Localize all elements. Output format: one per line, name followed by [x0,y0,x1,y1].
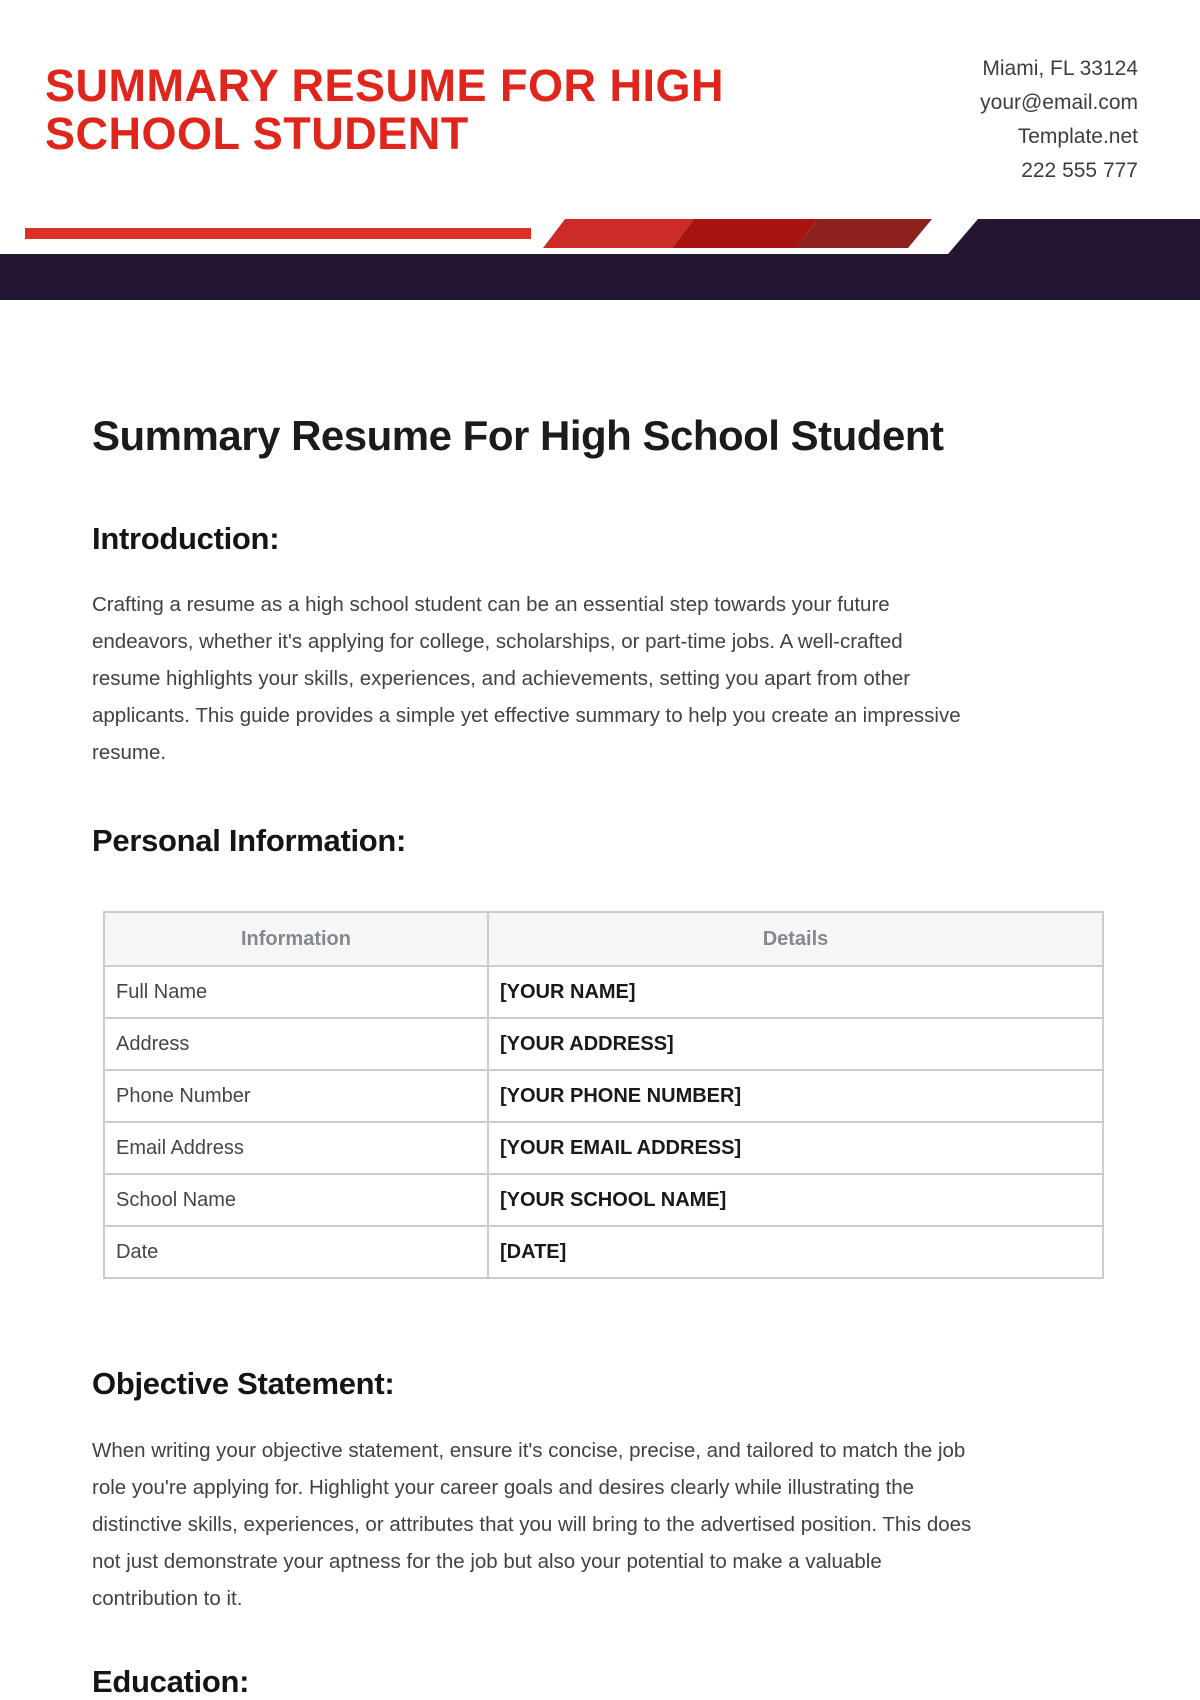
table-header-row [104,912,1103,966]
table-row [104,1226,1103,1278]
row-value: [YOUR NAME] [488,966,1103,1018]
personal-information-table-body [104,966,1103,1278]
table-row [104,1070,1103,1122]
row-value: [YOUR EMAIL ADDRESS] [488,1122,1103,1174]
template-header-title [45,62,724,158]
row-label: Phone Number [104,1070,488,1122]
row-label: Address [104,1018,488,1070]
ribbon-segment-light-red [543,219,694,248]
ribbon-segment-dark-red [796,219,932,248]
objective-statement-heading: Objective Statement: [92,1366,395,1401]
personal-information-table [103,911,1104,1279]
column-header-information: Information [104,912,488,966]
contact-website: Template.net [1017,125,1138,148]
personal-information-table-head [104,912,1103,966]
introduction-heading: Introduction: [92,521,280,556]
education-heading: Education: [92,1664,250,1699]
row-label: School Name [104,1174,488,1226]
contact-phone: 222 555 777 [1021,159,1138,182]
row-value: [YOUR ADDRESS] [488,1018,1103,1070]
row-label: Full Name [104,966,488,1018]
document-title: Summary Resume For High School Student [92,412,944,459]
row-label: Email Address [104,1122,488,1174]
table-row [104,1018,1103,1070]
row-value: [YOUR SCHOOL NAME] [488,1174,1103,1226]
row-value: [DATE] [488,1226,1103,1278]
objective-statement-paragraph: When writing your objective statement, ensure it's concise, precise, and tailored to match the job role you're applying for. Highlight your career goals and desires clearly while illustrating the distinctive skills, experiences, or attributes that you will bring to the advertised position. This does not just demonstrate your aptness for the job but also your potential to make a valuable contribution to it. [92,1439,972,1610]
red-underline-bar [25,228,531,239]
ribbon-segment-mid-red [672,219,818,248]
contact-location: Miami, FL 33124 [982,57,1138,80]
template-header-title-line1: SUMMARY RESUME FOR HIGH [45,60,725,111]
contact-block [980,52,1138,188]
template-header-title-line2: SCHOOL STUDENT [45,108,469,159]
table-row [104,966,1103,1018]
personal-information-heading: Personal Information: [92,823,407,858]
contact-email: your@email.com [980,91,1138,114]
introduction-paragraph: Crafting a resume as a high school student can be an essential step towards your future endeavors, whether it's applying for college, scholarships, or part-time jobs. A well-crafted resume highlights your skills, experiences, and achievements, setting you apart from other applicants. This guide provides a simple yet effective summary to help you create an impressive resume. [92,593,961,764]
table-row [104,1174,1103,1226]
row-value: [YOUR PHONE NUMBER] [488,1070,1103,1122]
row-label: Date [104,1226,488,1278]
table-row [104,1122,1103,1174]
column-header-details: Details [488,912,1103,966]
